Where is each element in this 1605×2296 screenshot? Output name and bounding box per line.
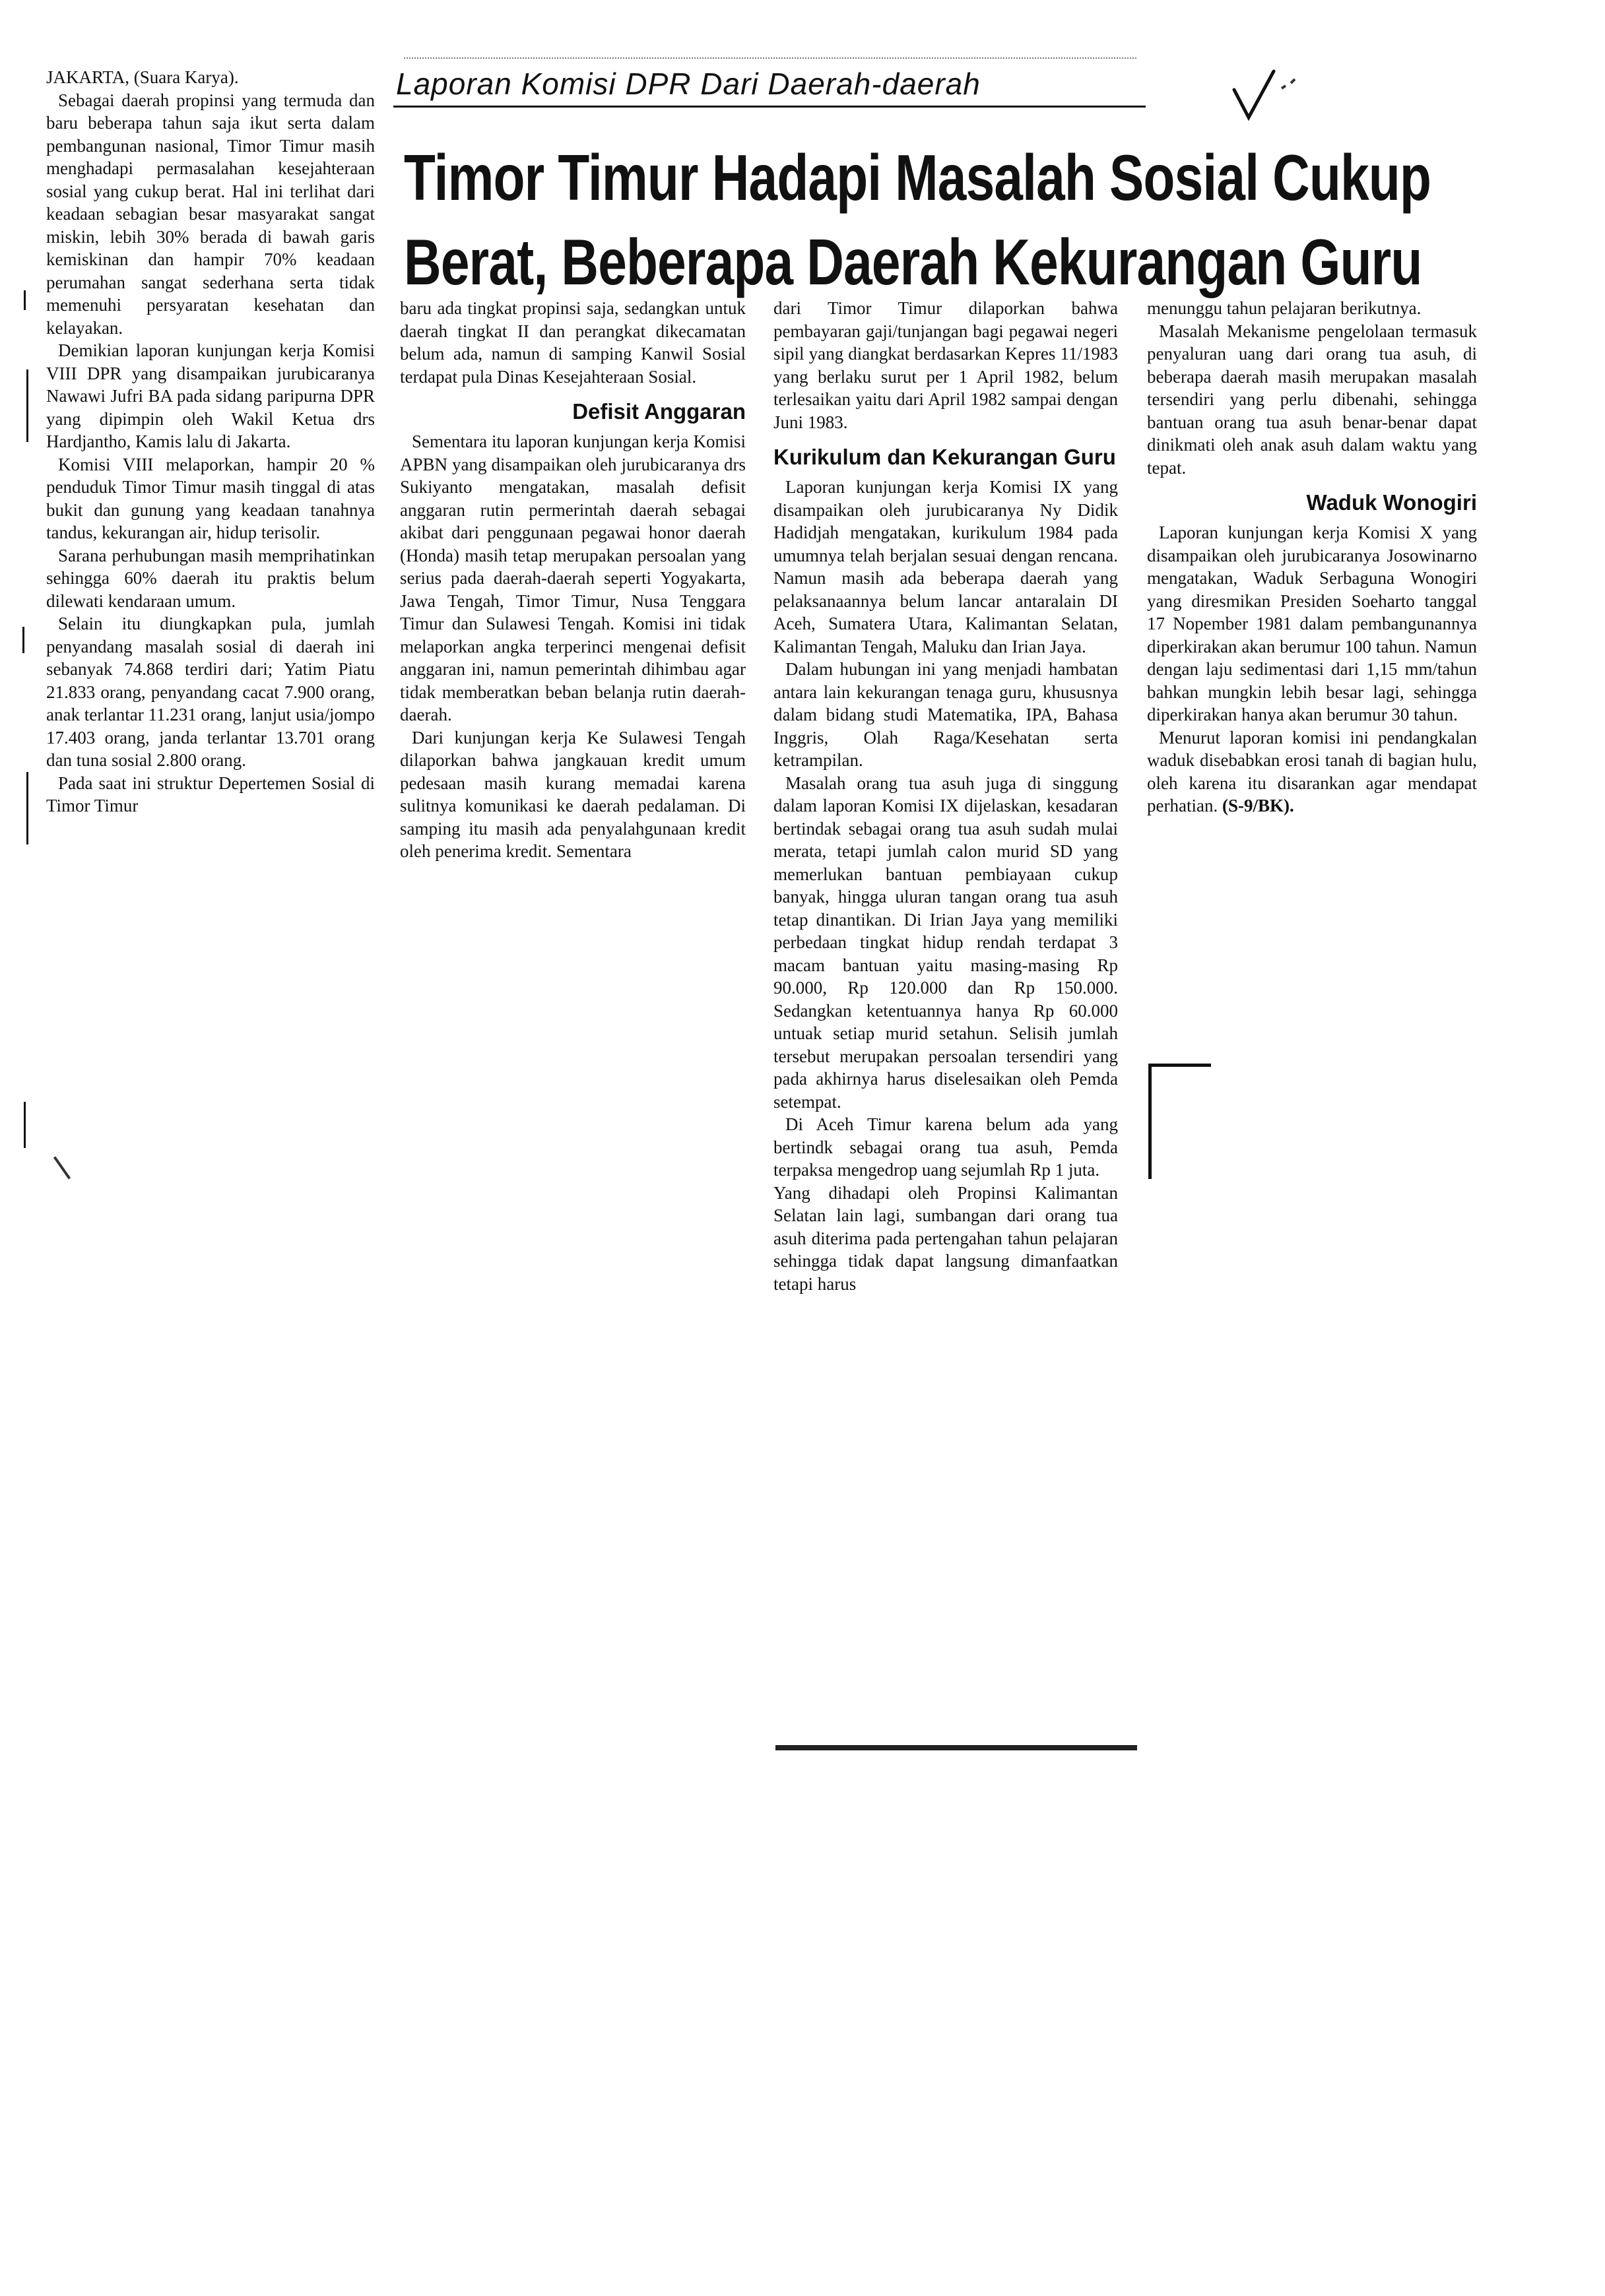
margin-slash-mark <box>53 1156 71 1179</box>
kicker-rule <box>393 106 1146 108</box>
top-dotted-rule <box>404 57 1136 59</box>
col4-paragraph: Laporan kunjungan kerja Komisi X yang disampaikan oleh jurubicaranya Josowinarno mengatakan, Waduk Serbaguna Wonogiri yang diresmikan Presiden Soeharto tanggal 17 Nopember 1981 dalam pembangunannya diperkirakan akan berumur 100 tahun. Namun dengan laju sedimentasi dari 1,15 mm/tahun bahkan mungkin lebih besar lagi, sehingga diperkirakan hanya akan berumur 30 tahun. <box>1147 523 1477 724</box>
col2-paragraph: Dari kunjungan kerja Ke Sulawesi Tengah dilaporkan bahwa jangkauan kredit umum pedesaan masih kurang memadai karena sulitnya komunikasi ke daerah pedalaman. Di samping itu masih ada penyalahgunaan kredit oleh penerima kredit. Sementara <box>400 727 746 861</box>
col4-paragraph: Masalah Mekanisme pengelolaan termasuk penyaluran uang dari orang tua asuh, di beberapa daerah masih merupakan masalah tersendiri yang perlu dibenahi, sehingga bantuan orang tua asuh benar-benar dapat dinikmati oleh anak asuh dalam waktu yang tepat. <box>1147 321 1477 478</box>
column-2 <box>400 297 746 863</box>
margin-bracket-mark <box>1148 1064 1211 1179</box>
col4-paragraph: menunggu tahun pelajaran berikutnya. <box>1147 298 1422 318</box>
margin-tick <box>24 1102 26 1148</box>
margin-tick <box>22 627 24 653</box>
subhead-kurikulum: Kurikulum dan Kekurangan Guru <box>773 445 1116 469</box>
margin-tick <box>26 369 28 442</box>
headline <box>404 135 1431 304</box>
author-signature-code: (S-9/BK). <box>1222 796 1294 815</box>
handwritten-check-mark <box>1228 63 1300 136</box>
col2-paragraph: baru ada tingkat propinsi saja, sedangkan untuk daerah tingkat II dan perangkat dikecamatan belum ada, namun di samping Kanwil Sosial terdapat pula Dinas Kesejahteraan Sosial. <box>400 298 746 387</box>
col1-paragraph: Selain itu diungkapkan pula, jumlah penyandang masalah sosial di daerah ini sebanyak 74.868 terdiri dari; Yatim Piatu 21.833 orang, penyandang cacat 7.900 orang, anak terlantar 11.231 orang, lanjut usia/jompo 17.403 orang, janda terlantar 13.701 orang dan tuna sosial 2.800 orang. <box>46 614 375 770</box>
col1-paragraph: Pada saat ini struktur Depertemen Sosial di Timor Timur <box>46 773 375 815</box>
col2-paragraph: Sementara itu laporan kunjungan kerja Komisi APBN yang disampaikan oleh jurubicaranya drs Sukiyanto mengatakan, masalah defisit anggaran rutin permerintah daerah sebagai akibat dari penggunaan pegawai honor daerah (Honda) masih tetap merupakan persoalan yang serius pada daerah-daerah seperti Yogyakarta, Jawa Tengah, Timor Timur, Nusa Tenggara Timur dan Sulawesi Tengah. Komisi ini tidak melaporkan angka terperinci mengenai defisit anggaran ini, namun pemerintah dihimbau agar tidak memberatkan beban belanja rutin daerah-daerah. <box>400 431 746 724</box>
col1-paragraph: Sarana perhubungan masih memprihatinkan sehingga 60% daerah itu praktis belum dilewati kendaraan umum. <box>46 545 375 611</box>
col3-paragraph: Dalam hubungan ini yang menjadi hambatan antara lain kekurangan tenaga guru, khususnya dalam bidang studi Matematika, IPA, Bahasa Inggris, Olah Raga/Kesehatan serta ketrampilan. <box>773 659 1118 770</box>
col4-paragraph-text: Menurut laporan komisi ini pendangkalan waduk disebabkan erosi tanah di bagian hulu, oleh karena itu disarankan agar mendapat perhatian. <box>1147 727 1477 815</box>
col3-paragraph: Yang dihadapi oleh Propinsi Kalimantan Selatan lain lagi, sumbangan dari orang tua asuh diterima pada pertengahan tahun pelajaran sehingga tidak dapat langsung dimanfaatkan tetapi harus <box>773 1182 1118 1294</box>
margin-tick <box>24 290 26 310</box>
headline-line-2: Berat, Beberapa Daerah Kekurangan Guru <box>404 226 1422 298</box>
col1-paragraph: Sebagai daerah propinsi yang termuda dan baru beberapa tahun saja ikut serta dalam pembangunan nasional, Timor Timur masih menghadapi permasalahan kesejahteraan sosial yang cukup berat. Hal ini terlihat dari keadaan sebagian besar masyarakat sangat miskin, lebih 30% berada di bawah garis kemiskinan dan hampir 70% keadaan perumahan sangat sederhana serta tidak memenuhi persyaratan kesehatan dan kelayakan. <box>46 90 375 338</box>
headline-line-1: Timor Timur Hadapi Masalah Sosial Cukup <box>404 141 1431 214</box>
column-3-end-bar <box>775 1745 1137 1750</box>
column-4 <box>1147 297 1477 817</box>
col3-paragraph: Masalah orang tua asuh juga di singgung dalam laporan Komisi IX dijelaskan, kesadaran bertindak sebagai orang tua asuh sudah mulai merata, tetapi jumlah calon murid SD yang memerlukan bantuan pembiayaan cukup banyak, hingga uluran tangan orang tua asuh tetap dinantikan. Di Irian Jaya yang memiliki perbedaan tingkat hidup rendah terdapat 3 macam bantuan yaitu masing-masing Rp 90.000, Rp 120.000 dan Rp 150.000. Sedangkan ketentuannya hanya Rp 60.000 untuak setiap murid setahun. Selisih jumlah tersebut merupakan persoalan tersendiri yang pada akhirnya harus diselesaikan oleh Pemda setempat. <box>773 773 1118 1112</box>
column-3 <box>773 297 1118 1295</box>
col1-paragraph: Komisi VIII melaporkan, hampir 20 % penduduk Timor Timur masih tinggal di atas bukit dan gunung yang keadaan tanahnya tandus, kekurangan air, hidup terisolir. <box>46 454 375 542</box>
col3-paragraph: Di Aceh Timur karena belum ada yang bertindk sebagai orang tua asuh, Pemda terpaksa mengedrop uang sejumlah Rp 1 juta. <box>773 1114 1118 1180</box>
col3-paragraph: dari Timor Timur dilaporkan bahwa pembayaran gaji/tunjangan bagi pegawai negeri sipil yang diangkat berdasarkan Kepres 11/1983 yang berlaku surut per 1 April 1982, belum terlesaikan yaitu dari April 1982 sampai dengan Juni 1983. <box>773 298 1118 432</box>
column-1 <box>46 66 375 817</box>
col3-paragraph: Laporan kunjungan kerja Komisi IX yang disampaikan oleh jurubicaranya Ny Didik Hadidjah mengatakan, kurikulum 1984 pada umumnya telah berjalan sesuai dengan rencana. Namun masih ada beberapa daerah yang pelaksanaannya belum lancar antaralain DI Aceh, Sumatera Utara, Kalimantan Selatan, Kalimantan Tengah, Maluku dan Irian Jaya. <box>773 477 1118 656</box>
dateline: JAKARTA, (Suara Karya). <box>46 67 239 87</box>
subhead-waduk-wonogiri: Waduk Wonogiri <box>1306 490 1477 515</box>
kicker: Laporan Komisi DPR Dari Daerah-daerah <box>396 67 981 101</box>
col1-paragraph: Demikian laporan kunjungan kerja Komisi VIII DPR yang disampaikan jurubicaranya Nawawi Jufri BA pada sidang paripurna DPR yang dipimpin oleh Wakil Ketua drs Hardjantho, Kamis lalu di Jakarta. <box>46 340 375 451</box>
subhead-defisit-anggaran: Defisit Anggaran <box>572 399 746 424</box>
col4-paragraph <box>1147 726 1477 817</box>
margin-tick <box>26 772 28 845</box>
